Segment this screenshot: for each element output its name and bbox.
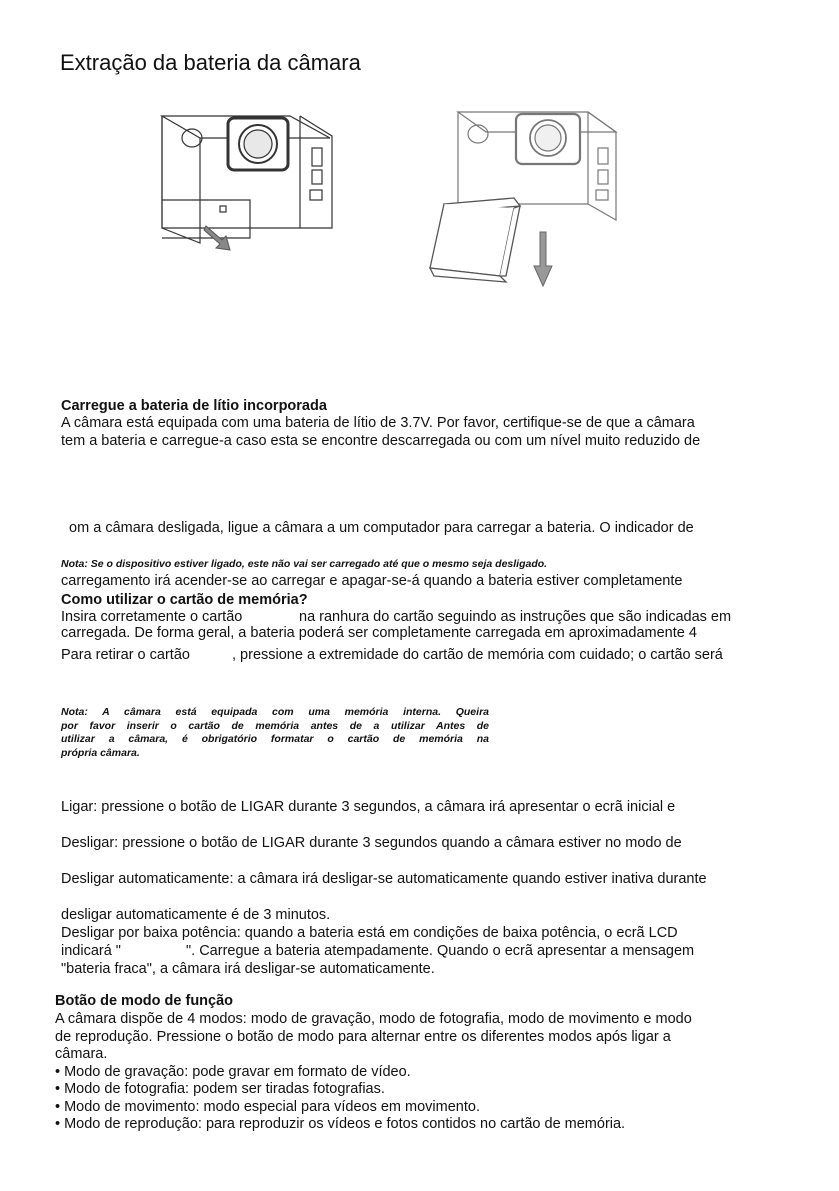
camera-illustration-closed (140, 108, 360, 258)
low-power-line1: Desligar por baixa potência: quando a bateria está em condições de baixa potência, o ecrã LCD (61, 925, 678, 941)
card-heading: Como utilizar o cartão de memória? (61, 592, 308, 608)
list-item: • Modo de gravação: pode gravar em formato de vídeo. (55, 1063, 411, 1080)
low-power-line3: "bateria fraca", a câmara irá desligar-se automaticamente. (61, 961, 435, 977)
charge-paragraph-b (61, 485, 697, 660)
page-title: Extração da bateria da câmara (60, 50, 361, 75)
list-item: • Modo de fotografia: podem ser tiradas fotografias. (55, 1081, 385, 1097)
text-line: A câmara está equipada com uma bateria de lítio de 3.7V. Por favor, certifique-se de que a câmara (61, 415, 695, 431)
low-power-line2-b: ". Carregue a bateria atempadamente. Quando o ecrã apresentar a mensagem (186, 943, 695, 959)
text-line: A câmara dispõe de 4 modos: modo de gravação, modo de fotografia, modo de movimento e modo (55, 1011, 692, 1027)
text-line: carregada. De forma geral, a bateria poderá ser completamente carregada em aproximadamente 4 (61, 625, 697, 641)
note-line: própria câmara. (61, 746, 140, 759)
camera-illustration-battery-out (420, 108, 660, 293)
card-line2-a: Para retirar o cartão (61, 647, 190, 663)
text-line: câmara. (55, 1046, 108, 1062)
note-line: Nota: A câmara está equipada com uma memória interna. Queira (61, 706, 489, 718)
mode-heading: Botão de modo de função (55, 993, 234, 1009)
text-line: de reprodução. Pressione o botão de modo para alternar entre os diferentes modos após ligar a (55, 1028, 671, 1045)
charge-heading: Carregue a bateria de lítio incorporada (61, 398, 327, 414)
card-line1-a: Insira corretamente o cartão (61, 609, 243, 625)
charge-paragraph-a (61, 415, 700, 450)
card-line1-b: na ranhura do cartão seguindo as instruções que são indicadas em (299, 609, 732, 625)
text-line: om a câmara desligada, ligue a câmara a um computador para carregar a bateria. O indicador de (61, 520, 694, 536)
note-line: por favor inserir o cartão de memória antes de a utilizar Antes de (61, 719, 489, 732)
auto-off-cont: desligar automaticamente é de 3 minutos. (61, 907, 331, 923)
power-off-text: Desligar: pressione o botão de LIGAR durante 3 segundos quando a câmara estiver no modo de (61, 835, 682, 851)
mode-paragraph (55, 1011, 692, 1134)
low-power-line2-a: indicará " (61, 943, 121, 959)
auto-off-text: Desligar automaticamente: a câmara irá desligar-se automaticamente quando estiver inativa durante (61, 871, 707, 887)
list-item: • Modo de movimento: modo especial para vídeos em movimento. (55, 1098, 480, 1115)
text-line: carregamento irá acender-se ao carregar e apagar-se-á quando a bateria estiver completamente (61, 572, 683, 589)
note-line: utilizar a câmara, é obrigatório formatar o cartão de memória na (61, 733, 489, 745)
text-line: tem a bateria e carregue-a caso esta se encontre descarregada ou com um nível muito reduzido de (61, 432, 701, 449)
power-on-text: Ligar: pressione o botão de LIGAR durante 3 segundos, a câmara irá apresentar o ecrã inicial e (61, 799, 676, 815)
card-line2-b: , pressione a extremidade do cartão de memória com cuidado; o cartão será (232, 647, 723, 663)
list-item: • Modo de reprodução: para reproduzir os vídeos e fotos contidos no cartão de memória. (55, 1116, 626, 1132)
charge-note: Nota: Se o dispositivo estiver ligado, este não vai ser carregado até que o mesmo seja desligado. (61, 558, 548, 570)
card-note (61, 706, 489, 760)
